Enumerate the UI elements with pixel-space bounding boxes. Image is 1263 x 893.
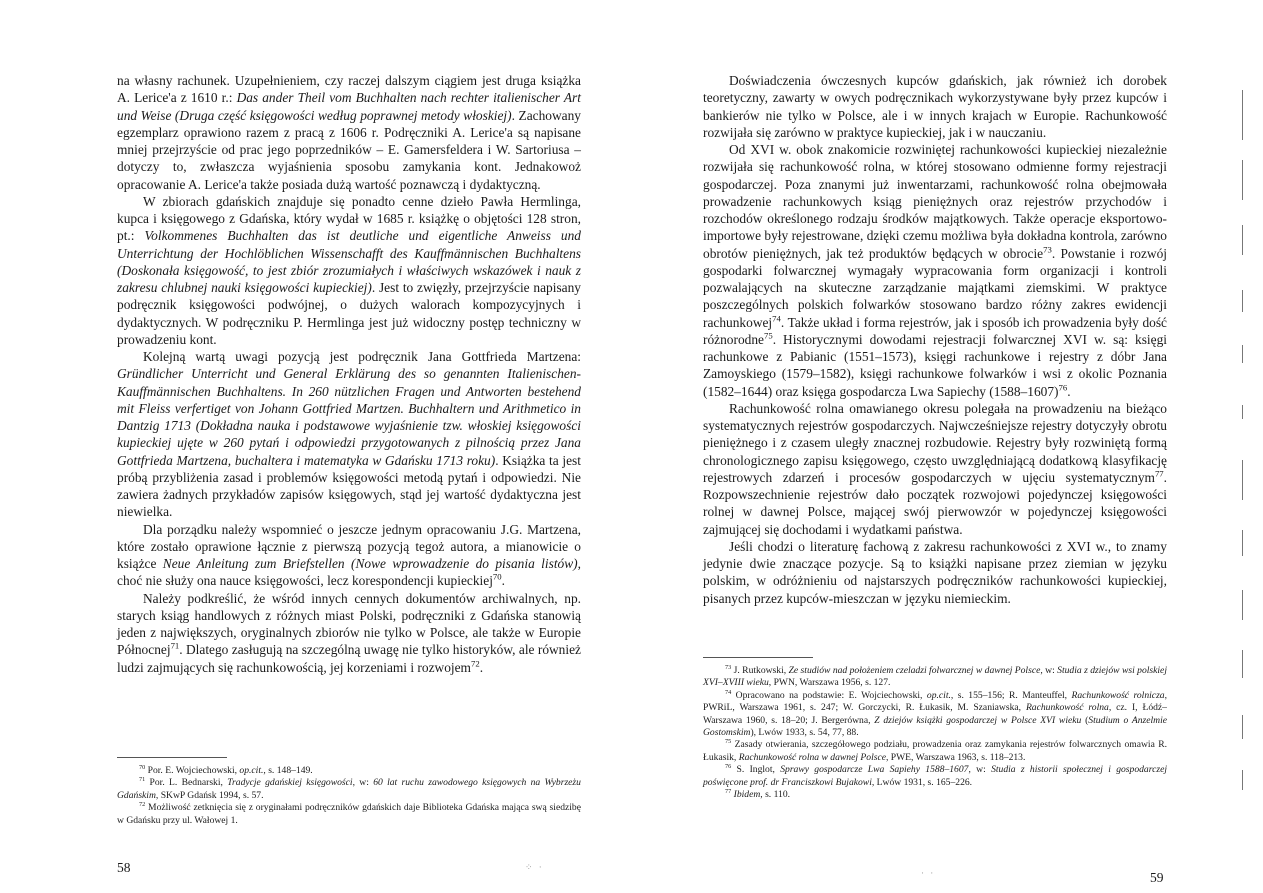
footnote-rule <box>117 757 227 758</box>
page-number-right: 59 <box>1150 870 1164 885</box>
footnote: $^{77}$ Ibidem, s. 110. <box>725 787 791 801</box>
left-footnote-list <box>117 765 581 827</box>
paragraph: Jeśli chodzi o literaturę fachową z zakresu rachunkowości z XVI w., to znamy jedynie dwie znaczące pozycje. Są to książki napisane przez ziemian w języku polskim, w odróżnieniu od najstarszych podręczników rachunkowości kupieckiej, pisanych przez kupców-mieszczan w języku niemieckim. <box>703 538 1167 606</box>
paragraph: Rachunkowość rolna omawianego okresu polegała na prowadzeniu na bieżąco systematycznych rejestrów gospodarczych. Najwcześniejsze rejestry dotyczyły obrotu pieniężnego i z czasem uległy znacznej rozbudowie. Rejestry były rozwiniętą formą chronologicznego zapisu księgowego, często uwzględniającą dodatkową klasyfikację rejestrowych zdarzeń i procesów gospodarczych w ujęciu systematycznym$^{77}$. Rozpowszechnienie rejestrów dało początek rozwojowi pojedynczej księgowości rolnej w dawnej Polsce, mającej swój pierwowzór w pojedynczej księgowości zajmującej się dochodami i wydatkami państwa. <box>703 400 1167 537</box>
footnote: $^{70}$ Por. E. Wojciechowski, op.cit., s. 148–149. <box>139 763 313 776</box>
footnote: $^{72}$ Możliwość zetknięcia się z oryginałami podręczników gdańskich daje Biblioteka Gdańska mająca swą siedzibę w Gdańsku przy ul. Wałowej 1. <box>117 801 581 826</box>
footnote-rule <box>703 657 813 658</box>
right-footnotes <box>703 657 1167 801</box>
left-footnotes <box>117 757 581 827</box>
paragraph: W zbiorach gdańskich znajduje się ponadto cenne dzieło Pawła Hermlinga, kupca i księgowego z Gdańska, który wydał w 1685 r. książkę o objętości 128 stron, pt.: Volkommenes Buchhalten das ist deutliche und eigentliche Anweiss und Unterrichtung der Hochlöblichen Wissenschafft des Kauffmännischen Buchhaltens (Doskonała księgowość, to jest zbiór zrozumiałych i właściwych wskazówek i nauk z zakresu chlubnej nauki księgowości kupieckiej). Jest to zwięzły, przejrzyście napisany podręcznik księgowości podwójnej, o dużych walorach kompozycyjnych i dydaktycznych. W podręczniku P. Hermlinga jest już widoczny postęp techniczny w prowadzeniu kont. <box>117 193 581 347</box>
left-body-text <box>117 72 581 676</box>
scan-noise: · · <box>921 868 936 878</box>
footnote: $^{73}$ J. Rutkowski, Ze studiów nad położeniem czeladzi folwarcznej w dawnej Polsce, w: Studia z dziejów wsi polskiej XVI–XVIII wieku, PWN, Warszawa 1956, s. 127. <box>703 663 1167 689</box>
paragraph: Należy podkreślić, że wśród innych cennych dokumentów archiwalnych, np. starych ksiąg handlowych z różnych miast Polski, podręczniki z Gdańska stanowią jeden z największych, oryginalnych zbiorów nie tylko w Polsce, ale także w Europie Północnej$^{71}$. Dlatego zasługują na szczególną uwagę nie tylko historyków, ale również ludzi zajmujących się rachunkowością, jej korzeniami i rozwojem$^{72}$. <box>117 590 581 675</box>
right-page <box>631 0 1263 893</box>
paragraph: Doświadczenia ówczesnych kupców gdańskich, jak również ich dorobek teoretyczny, zawarty w owych podręcznikach wykorzystywane były przez kupców i bankierów nie tylko w Polsce, ale i w innych krajach w Europie. Rachunkowość rozwijała się zarówno w praktyce kupieckiej, jak i w nauczaniu. <box>703 73 1167 140</box>
footnote: $^{75}$ Zasady otwierania, szczegółowego podziału, prowadzenia oraz zamykania rejestrów folwarcznych omawia R. Łukasik, Rachunkowość rolna w dawnej Polsce, PWE, Warszawa 1963, s. 118–213. <box>703 738 1167 763</box>
right-body-text <box>703 72 1167 607</box>
scan-edge-artifacts <box>1230 0 1263 893</box>
right-footnote-list <box>703 665 1167 801</box>
left-page <box>0 0 631 893</box>
footnote: $^{76}$ S. Inglot, Sprawy gospodarcze Lwa Sapiehy 1588–1607, w: Studia z historii społecznej i gospodarczej poświęcone prof. dr Franciszkowi Bujakowi, Lwów 1931, s. 165–226. <box>703 763 1168 788</box>
footnote: $^{71}$ Por. L. Bednarski, Tradycje gdańskiej księgowości, w: 60 lat ruchu zawodowego księgowych na Wybrzeżu Gdańskim, SKwP Gdańsk 1994, s. 57. <box>117 776 581 801</box>
paragraph: Dla porządku należy wspomnieć o jeszcze jednym opracowaniu J.G. Martzena, które zostało oprawione łącznie z pierwszą pozycją tegoż autora, a mianowicie o książce Neue Anleitung zum Briefstellen (Nowe wprowadzenie do pisania listów), choć nie służy ona nauce księgowości, lecz korespondencji kupieckiej$^{70}$. <box>117 521 581 589</box>
page-number-left: 58 <box>117 860 131 875</box>
paragraph: Od XVI w. obok znakomicie rozwiniętej rachunkowości kupieckiej niezależnie rozwijała się rachunkowość rolna, w której stosowano odmienne formy rejestracji gospodarczej. Poza znanymi już inwentarzami, rachunkowość rolna obejmowała prowadzenie rachunkowych ksiąg pieniężnych oraz rejestrów przychodów i rozchodów określonego rodzaju środków majątkowych. Także operacje eksportowo-importowe były rejestrowane, dzięki czemu możliwa była dokładna kontrola, zarówno obrotów pieniężnych, jak też produktów będących w obrocie$^{73}$. Powstanie i rozwój gospodarki folwarcznej wymagały wypracowania form organizacji i kontroli pozwalających na skuteczne zarządzanie majątkami ziemskimi. W praktyce poszczególnych polskich folwarków stosowano bardzo różny zakres ewidencji rachunkowej$^{74}$. Także układ i forma rejestrów, jak i sposób ich prowadzenia były dość różnorodne$^{75}$. Historycznymi dowodami rejestracji folwarcznej XVI w. są: księgi rachunkowe z Pabianic (1551–1573), księgi rachunkowe i rejestry z dóbr Jana Zamoyskiego (1579–1582), księgi rachunkowe folwarków i wsi z okolic Poznania (1582–1644) oraz księga gospodarcza Lwa Sapiechy (1588–1607)$^{76}$. <box>703 142 1167 399</box>
paragraph: na własny rachunek. Uzupełnieniem, czy raczej dalszym ciągiem jest druga książka A. Lerice'a z 1610 r.: Das ander Theil vom Buchhalten nach rechter italienischer Art und Weise (Druga część księgowości według poprawnej metody włoskiej). Zachowany egzemplarz oprawiono razem z pracą z 1606 r. Podręczniki A. Lerice'a są napisane mniej przejrzyście od prac jego poprzedników – E. Gamersfeldera i W. Sartoriusa – dotyczy to, zwłaszcza wyjaśnienia sposobu zamykania kont. Jednakowoż opracowanie A. Lerice'a także posiada dużą wartość poznawczą i dydaktyczną. <box>117 73 581 192</box>
scan-noise: ⁘ · <box>525 862 544 872</box>
footnote: $^{74}$ Opracowano na podstawie: E. Wojciechowski, op.cit., s. 155–156; R. Manteuffel, Rachunkowość rolnicza, PWRiL, Warszawa 1961, s. 247; W. Gorczycki, R. Łukasik, M. Szaniawska, Rachunkowość rolna, cz. I, Łódź–Warszawa 1960, s. 18–20; J. Bergerówna, Z dziejów książki gospodarczej w Polsce XVI wieku (Studium o Anzelmie Gostomskim), Lwów 1933, s. 54, 77, 88. <box>703 688 1168 739</box>
paragraph: Kolejną wartą uwagi pozycją jest podręcznik Jana Gottfrieda Martzena: Gründlicher Unterricht und General Erklärung des so genannten Italienischen-Kauffmännischen Buchhaltens. In 260 nützlichen Fragen und Antworten bestehend mit Fleiss verfertiget von Johann Gottfried Martzen. Buchhaltern und Arithmetico in Dantzig 1713 (Dokładna nauka i podstawowe wyjaśnienie tzw. włoskiej księgowości kupieckiej ujęte w 260 pytań i odpowiedzi przygotowanych z pilnością przez Jana Gottfrieda Martzena, buchaltera i matematyka w Gdańsku 1713 roku). Książka ta jest próbą przybliżenia zasad i problemów księgowości metodą pytań i odpowiedzi. Nie zawiera żadnych przykładów zapisów księgowych, stąd jej wartość dydaktyczna jest niewielka. <box>117 349 581 520</box>
